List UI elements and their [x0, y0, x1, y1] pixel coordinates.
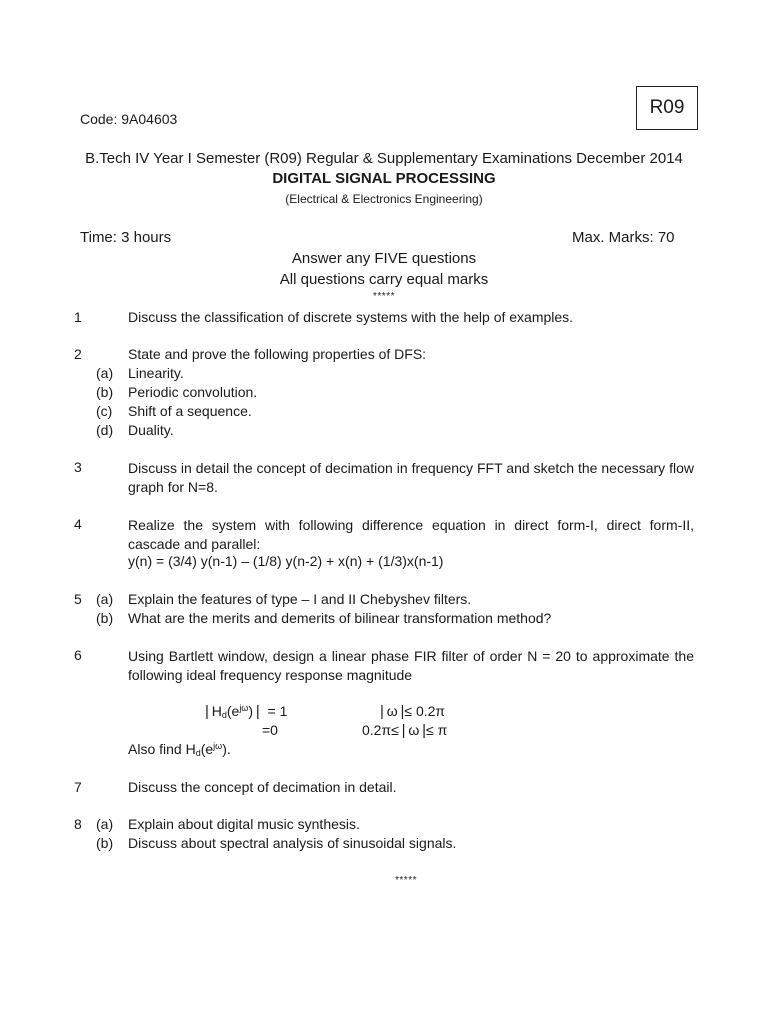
question-text: State and prove the following properties of DFS: — [128, 346, 427, 362]
subject-title: DIGITAL SIGNAL PROCESSING — [272, 170, 496, 187]
part-text: Periodic convolution. — [128, 384, 258, 400]
question-text: Discuss the classification of discrete systems with the help of examples. — [128, 309, 574, 325]
magnitude-equation: | $H_d(e^{j\omega})$ | = 1 — [205, 703, 288, 720]
question-number: 4 — [74, 516, 82, 532]
question-number: 2 — [74, 346, 82, 362]
footer-separator: ***** — [395, 875, 417, 886]
question-number: 1 — [74, 309, 82, 325]
part-text: Linearity. — [128, 365, 184, 381]
part-label: (b) — [96, 835, 114, 851]
stopband-condition: 0.2π≤ | ω |≤ π — [362, 722, 448, 739]
header-separator: ***** — [373, 291, 395, 302]
also-find-text: Also find $H_d(e^{j\omega})$. — [128, 741, 231, 758]
magnitude-equation-zero: =0 — [262, 722, 278, 738]
part-label: (a) — [96, 591, 114, 607]
part-label: (a) — [96, 816, 114, 832]
part-text: Explain the features of type – I and II Chebyshev filters. — [128, 591, 472, 607]
part-label: (c) — [96, 403, 113, 419]
instruction-answer-five: Answer any FIVE questions — [291, 250, 477, 267]
exam-title: B.Tech IV Year I Semester (R09) Regular & Supplementary Examinations December 2014 — [85, 150, 683, 167]
part-label: (a) — [96, 365, 114, 381]
instruction-equal-marks: All questions carry equal marks — [279, 271, 489, 288]
part-text: Discuss about spectral analysis of sinusoidal signals. — [128, 835, 457, 851]
exam-duration: Time: 3 hours — [80, 229, 172, 246]
question-text: Realize the system with following difference equation in direct form-I, direct form-II, cascade and parallel: — [128, 517, 694, 552]
part-text: Shift of a sequence. — [128, 403, 252, 419]
difference-equation: y(n) = (3/4) y(n-1) – (1/8) y(n-2) + x(n) + (1/3)x(n-1) — [128, 553, 444, 569]
question-text: Discuss the concept of decimation in detail. — [128, 779, 397, 795]
question-number: 8 — [74, 816, 82, 832]
question-text: Discuss in detail the concept of decimation in frequency FFT and sketch the necessary flow graph for N=8. — [128, 460, 694, 495]
question-number: 6 — [74, 647, 82, 663]
part-text: Duality. — [128, 422, 174, 438]
question-number: 7 — [74, 779, 82, 795]
part-text: What are the merits and demerits of bilinear transformation method? — [128, 610, 552, 626]
branch-name: (Electrical & Electronics Engineering) — [285, 192, 483, 206]
regulation-badge: R09 — [636, 86, 698, 130]
part-label: (b) — [96, 610, 114, 626]
question-number: 3 — [74, 459, 82, 475]
part-label: (b) — [96, 384, 114, 400]
part-text: Explain about digital music synthesis. — [128, 816, 360, 832]
part-label: (d) — [96, 422, 114, 438]
passband-condition: | ω |≤ 0.2π — [380, 703, 446, 720]
question-text: Using Bartlett window, design a linear phase FIR filter of order N = 20 to approximate the following ideal frequency response magnitude — [128, 648, 694, 683]
exam-code: Code: 9A04603 — [80, 111, 178, 127]
max-marks: Max. Marks: 70 — [572, 229, 675, 246]
question-number: 5 — [74, 591, 82, 607]
